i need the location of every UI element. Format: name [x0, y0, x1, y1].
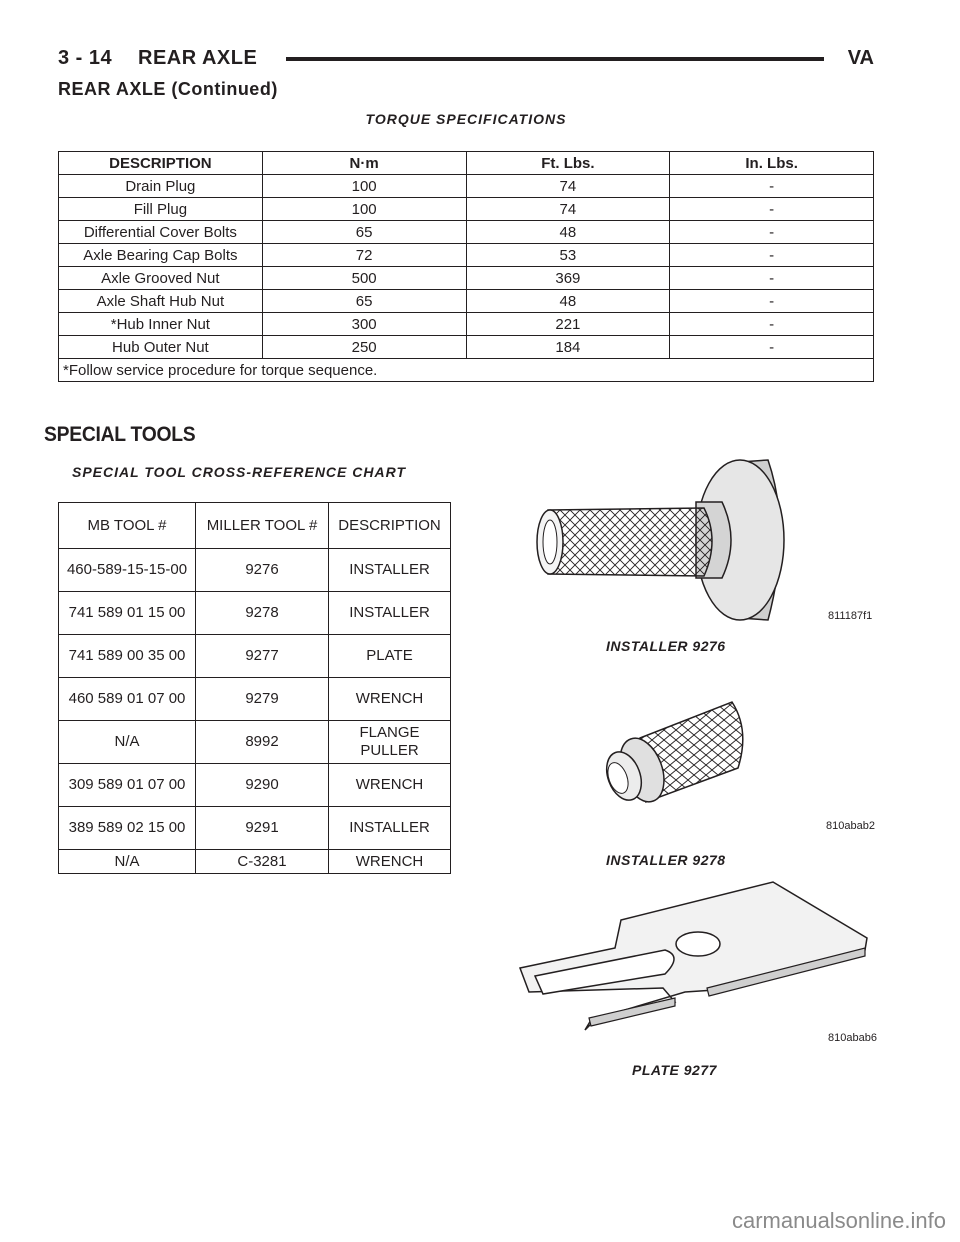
- table-row: [59, 267, 874, 290]
- section-title: REAR AXLE: [138, 47, 258, 69]
- table-cell: Fill Plug: [59, 198, 263, 221]
- table-cell: -: [670, 221, 874, 244]
- table-cell: 9291: [196, 807, 329, 850]
- continued-heading: REAR AXLE (Continued): [58, 79, 278, 99]
- table-cell: Hub Outer Nut: [59, 336, 263, 359]
- table-row: [59, 807, 451, 850]
- figure-installer-9278: [580, 690, 880, 835]
- table-cell: PLATE: [329, 635, 451, 678]
- table-cell: 184: [466, 336, 670, 359]
- col-inlbs: In. Lbs.: [670, 152, 874, 175]
- table-cell: 100: [262, 198, 466, 221]
- table-cell: 9277: [196, 635, 329, 678]
- table-row: [59, 721, 451, 764]
- table-cell: -: [670, 313, 874, 336]
- page-number: 3 - 14: [58, 47, 113, 69]
- table-row: [59, 221, 874, 244]
- torque-header-row: [59, 152, 874, 175]
- table-cell: -: [670, 175, 874, 198]
- figure-caption: INSTALLER 9276: [606, 638, 726, 654]
- table-row: [59, 175, 874, 198]
- table-cell: INSTALLER: [329, 549, 451, 592]
- table-cell: 250: [262, 336, 466, 359]
- figure-caption: INSTALLER 9278: [606, 852, 726, 868]
- header-rule: [286, 57, 824, 61]
- table-cell: -: [670, 290, 874, 313]
- model-code: VA: [847, 47, 874, 69]
- table-cell: WRENCH: [329, 764, 451, 807]
- table-cell: 309 589 01 07 00: [59, 764, 196, 807]
- table-cell: 9279: [196, 678, 329, 721]
- table-cell: 48: [466, 290, 670, 313]
- table-row: [59, 549, 451, 592]
- table-row: [59, 850, 451, 874]
- table-cell: 500: [262, 267, 466, 290]
- table-cell: 460 589 01 07 00: [59, 678, 196, 721]
- table-row: [59, 313, 874, 336]
- torque-table-title: TORQUE SPECIFICATIONS: [365, 111, 567, 127]
- cross-reference-title: SPECIAL TOOL CROSS-REFERENCE CHART: [72, 464, 407, 480]
- table-cell: N/A: [59, 721, 196, 764]
- col-nm: N·m: [262, 152, 466, 175]
- table-cell: 72: [262, 244, 466, 267]
- table-row: [59, 592, 451, 635]
- table-cell: WRENCH: [329, 678, 451, 721]
- table-row: [59, 764, 451, 807]
- table-cell: INSTALLER: [329, 807, 451, 850]
- table-cell: 65: [262, 290, 466, 313]
- table-cell: 53: [466, 244, 670, 267]
- tools-header-row: [59, 503, 451, 549]
- table-cell: C-3281: [196, 850, 329, 874]
- table-cell: 65: [262, 221, 466, 244]
- installer-9278-illustration: [580, 690, 880, 830]
- table-cell: INSTALLER: [329, 592, 451, 635]
- table-cell: WRENCH: [329, 850, 451, 874]
- table-row: [59, 244, 874, 267]
- torque-note: *Follow service procedure for torque sequence.: [59, 359, 874, 382]
- table-cell: 741 589 01 15 00: [59, 592, 196, 635]
- table-cell: 74: [466, 198, 670, 221]
- col-mb-tool: MB TOOL #: [59, 503, 196, 549]
- table-cell: *Hub Inner Nut: [59, 313, 263, 336]
- page-header: [58, 47, 874, 71]
- col-tool-description: DESCRIPTION: [329, 503, 451, 549]
- table-cell: 9278: [196, 592, 329, 635]
- special-tool-table: [58, 502, 451, 874]
- installer-9276-illustration: [500, 450, 880, 630]
- table-cell: -: [670, 267, 874, 290]
- figure-code: 810abab6: [828, 1032, 877, 1044]
- table-cell: 100: [262, 175, 466, 198]
- table-row: [59, 290, 874, 313]
- table-cell: 9290: [196, 764, 329, 807]
- col-description: DESCRIPTION: [59, 152, 263, 175]
- figure-code: 810abab2: [826, 820, 875, 832]
- table-cell: 369: [466, 267, 670, 290]
- table-cell: Axle Bearing Cap Bolts: [59, 244, 263, 267]
- watermark-text: carmanualsonline.info: [731, 1208, 946, 1233]
- table-cell: Axle Grooved Nut: [59, 267, 263, 290]
- table-cell: 48: [466, 221, 670, 244]
- table-cell: 9276: [196, 549, 329, 592]
- figure-code: 811187f1: [828, 610, 873, 622]
- plate-9277-illustration: [515, 880, 880, 1040]
- table-row: [59, 198, 874, 221]
- col-miller-tool: MILLER TOOL #: [196, 503, 329, 549]
- col-ftlbs: Ft. Lbs.: [466, 152, 670, 175]
- table-cell: -: [670, 198, 874, 221]
- table-row: [59, 359, 874, 382]
- figure-caption: PLATE 9277: [632, 1062, 717, 1078]
- table-cell: Differential Cover Bolts: [59, 221, 263, 244]
- table-cell: N/A: [59, 850, 196, 874]
- table-cell: 8992: [196, 721, 329, 764]
- special-tools-heading: SPECIAL TOOLS: [44, 423, 196, 446]
- table-cell: 460-589-15-15-00: [59, 549, 196, 592]
- table-cell: -: [670, 244, 874, 267]
- table-row: [59, 635, 451, 678]
- table-cell: Axle Shaft Hub Nut: [59, 290, 263, 313]
- table-cell: 741 589 00 35 00: [59, 635, 196, 678]
- table-cell: Drain Plug: [59, 175, 263, 198]
- table-row: [59, 336, 874, 359]
- table-cell: 221: [466, 313, 670, 336]
- table-cell: 74: [466, 175, 670, 198]
- figure-installer-9276: [500, 450, 880, 630]
- torque-spec-table: [58, 151, 874, 382]
- figure-plate-9277: [515, 880, 880, 1050]
- table-cell: FLANGE PULLER: [329, 721, 451, 764]
- table-row: [59, 678, 451, 721]
- table-cell: -: [670, 336, 874, 359]
- table-cell: 389 589 02 15 00: [59, 807, 196, 850]
- table-cell: 300: [262, 313, 466, 336]
